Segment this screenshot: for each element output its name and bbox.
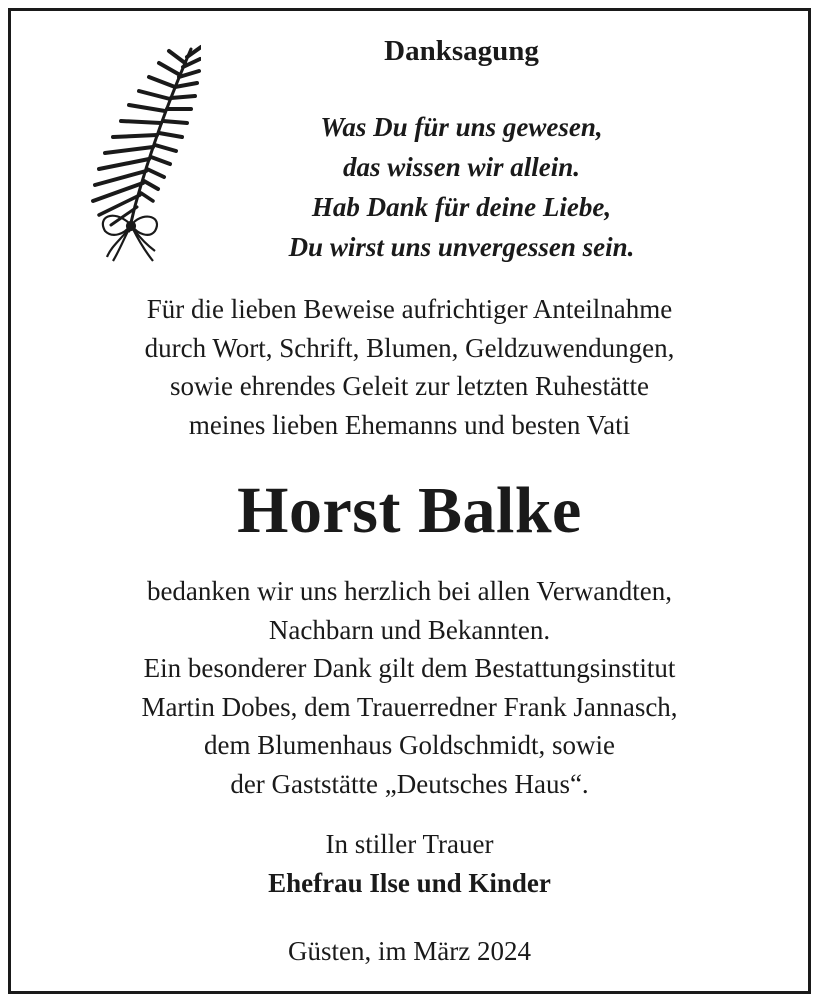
memorial-poem — [11, 107, 808, 267]
thanks-line: Nachbarn und Bekannten. — [268, 614, 551, 645]
thanks-paragraph — [11, 572, 808, 803]
poem-line: das wissen wir allein. — [342, 152, 581, 182]
family-signature: Ehefrau Ilse und Kinder — [268, 868, 551, 898]
deceased-name: Horst Balke — [237, 474, 582, 547]
poem-line: Du wirst uns unvergessen sein. — [288, 232, 635, 262]
thanks-line: bedanken wir uns herzlich bei allen Verwandten, — [146, 576, 673, 606]
thanks-line: der Gaststätte „Deutsches Haus“. — [230, 768, 589, 799]
thanks-line: dem Blumenhaus Goldschmidt, sowie — [204, 730, 615, 760]
notice-title: Danksagung — [384, 35, 539, 67]
intro-paragraph — [11, 290, 808, 444]
mourning-line: In stiller Trauer — [325, 829, 494, 859]
intro-line: sowie ehrendes Geleit zur letzten Ruhestätte — [169, 371, 650, 401]
poem-line: Was Du für uns gewesen, — [320, 112, 603, 142]
intro-line: meines lieben Ehemanns und besten Vati — [188, 409, 631, 440]
intro-line: Für die lieben Beweise aufrichtiger Anteilnahme — [146, 294, 673, 324]
intro-line: durch Wort, Schrift, Blumen, Geldzuwendungen, — [144, 332, 675, 363]
thanks-line: Ein besonderer Dank gilt dem Bestattungsinstitut — [143, 653, 676, 683]
thanks-line: Martin Dobes, dem Trauerredner Frank Jannasch, — [141, 691, 678, 722]
place-and-date: Güsten, im März 2024 — [288, 936, 531, 966]
poem-line: Hab Dank für deine Liebe, — [311, 192, 612, 222]
obituary-notice — [8, 8, 811, 994]
